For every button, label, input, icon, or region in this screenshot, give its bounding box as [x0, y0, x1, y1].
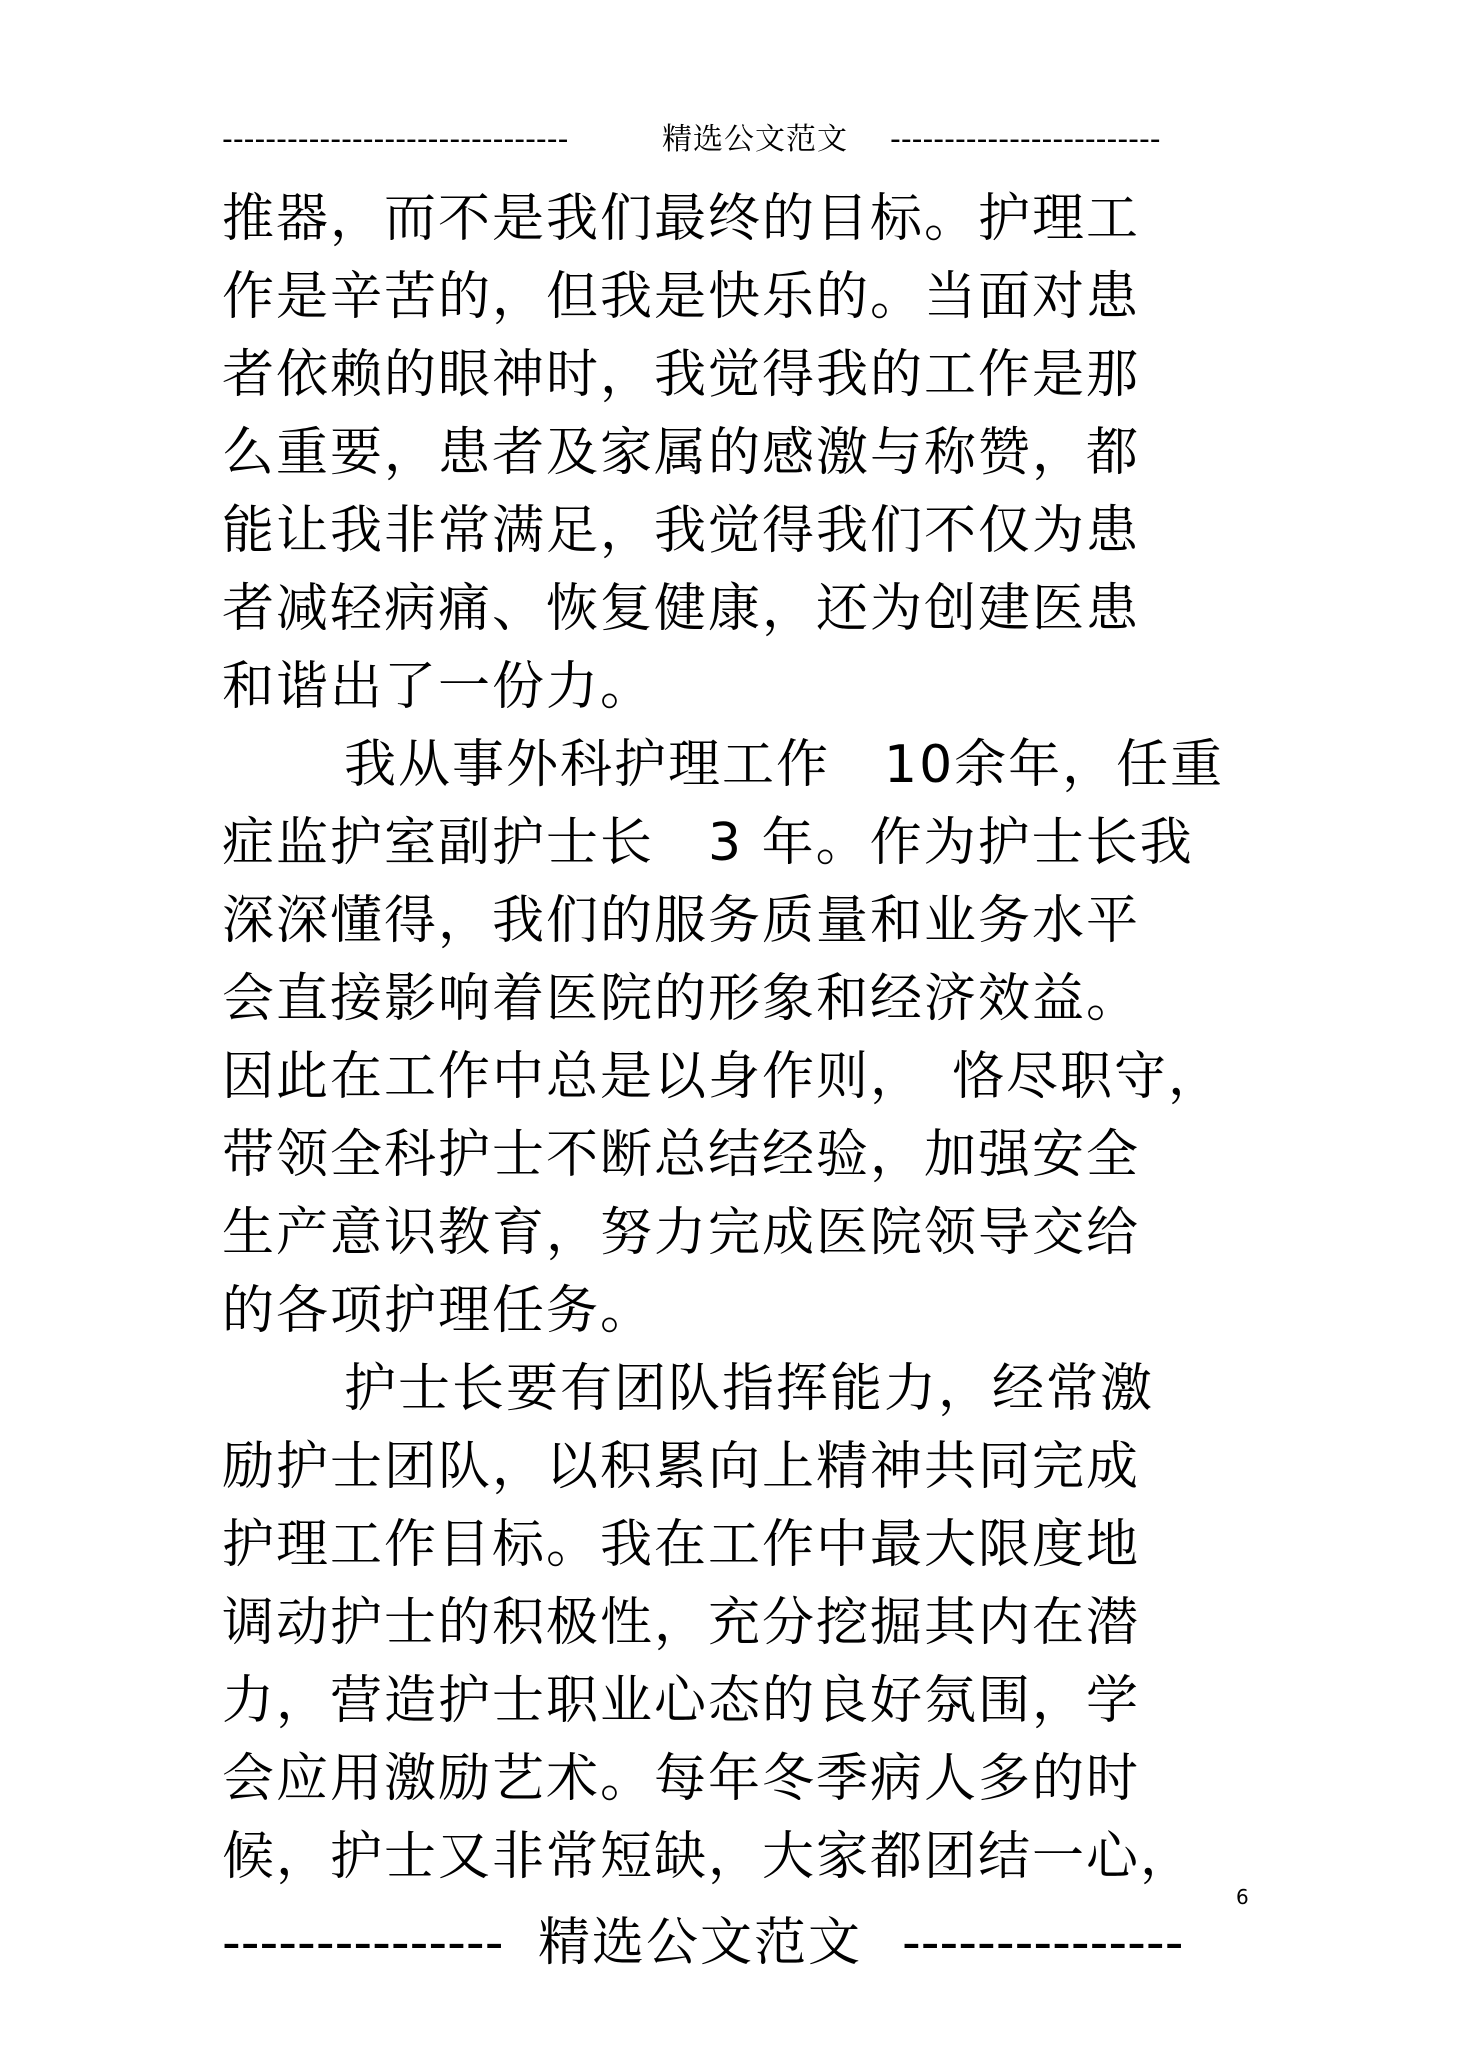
page-header — [222, 118, 1202, 162]
text-line: 候，护士又非常短缺，大家都团结一心， — [222, 1827, 1195, 1887]
text-line: 力，营造护士职业心态的良好氛围，学 — [222, 1671, 1141, 1731]
text-line: 能让我非常满足，我觉得我们不仅为患 — [222, 501, 1141, 561]
text-line: 作是辛苦的，但我是快乐的。当面对患 — [222, 267, 1141, 327]
text-line: 的各项护理任务。 — [222, 1281, 655, 1341]
page-number: 6 — [1236, 1885, 1249, 1909]
text-line: 症监护室副护士长 3 年。作为护士长我 — [222, 813, 1194, 873]
text-line: 会应用激励艺术。每年冬季病人多的时 — [222, 1749, 1141, 1809]
footer-dashes-left: --------------- — [222, 1913, 504, 1973]
header-dashes-left: -------------------------------- — [222, 122, 569, 157]
text-line: 生产意识教育，努力完成医院领导交给 — [222, 1203, 1141, 1263]
header-title: 精选公文范文 — [662, 122, 848, 157]
footer-title: 精选公文范文 — [538, 1913, 863, 1973]
text-line: 励护士团队，以积累向上精神共同完成 — [222, 1437, 1141, 1497]
text-line: 会直接影响着医院的形象和经济效益。 — [222, 969, 1141, 1029]
text-line: 和谐出了一份力。 — [222, 657, 655, 717]
text-line: 深深懂得，我们的服务质量和业务水平 — [222, 891, 1141, 951]
paragraph-first-line: 护士长要有团队指挥能力，经常激 — [344, 1359, 1155, 1419]
text-line: 带领全科护士不断总结经验，加强安全 — [222, 1125, 1141, 1185]
text-line: 调动护士的积极性，充分挖掘其内在潜 — [222, 1593, 1141, 1653]
text-line: 者减轻病痛、恢复健康，还为创建医患 — [222, 579, 1141, 639]
text-line: 护理工作目标。我在工作中最大限度地 — [222, 1515, 1141, 1575]
text-line: 么重要，患者及家属的感激与称赞，都 — [222, 423, 1141, 483]
text-line: 推器，而不是我们最终的目标。护理工 — [222, 189, 1141, 249]
page-footer — [222, 1908, 1202, 1978]
header-dashes-right: ------------------------- — [890, 122, 1161, 157]
footer-dashes-right: --------------- — [902, 1913, 1184, 1973]
text-line: 者依赖的眼神时，我觉得我的工作是那 — [222, 345, 1141, 405]
text-line: 因此在工作中总是以身作则， 恪尽职守， — [222, 1047, 1223, 1107]
paragraph-first-line: 我从事外科护理工作 10余年，任重 — [344, 735, 1225, 795]
